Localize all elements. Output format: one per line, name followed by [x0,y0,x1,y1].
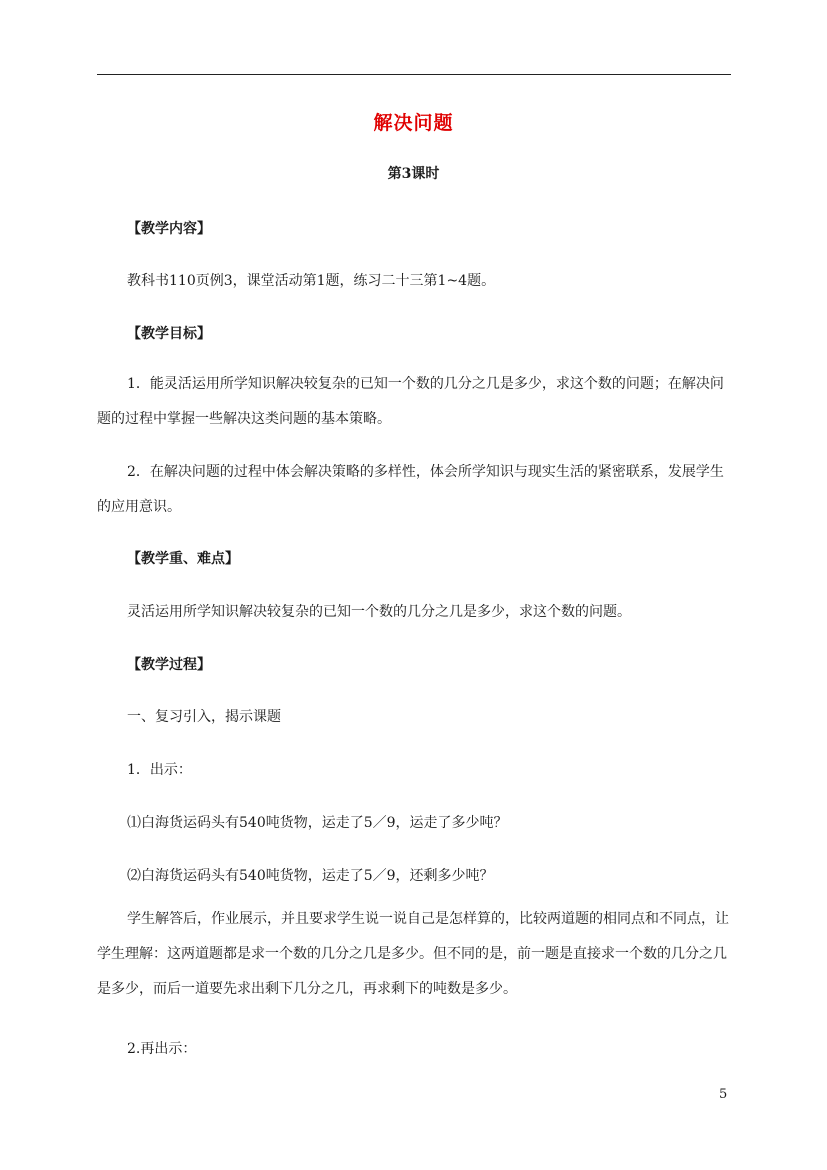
show-1: 1．出示： [127,762,192,778]
goal-1-paragraph: 1．能灵活运用所学知识解决较复杂的已知一个数的几分之几是多少，求这个数的问题；在解决问题的过程中掌握一些解决这类问题的基本策略。 [97,376,724,427]
heading-teaching-content: 【教学内容】 [127,221,211,237]
question-2: ⑵白海货运码头有540吨货物，运走了5／9，还剩多少吨？ [127,868,494,884]
heading-teaching-goals: 【教学目标】 [127,326,211,342]
heading-key-points: 【教学重、难点】 [127,551,239,567]
heading-teaching-process: 【教学过程】 [127,657,211,673]
header-rule [97,74,731,75]
document-title: 解决问题 [373,112,454,134]
goal-2-paragraph: 2．在解决问题的过程中体会解决策略的多样性，体会所学知识与现实生活的紧密联系，发展学生的应用意识。 [97,464,724,515]
question-1: ⑴白海货运码头有540吨货物，运走了5／9，运走了多少吨？ [127,815,508,831]
page-number: 5 [719,1087,728,1102]
discussion-paragraph: 学生解答后，作业展示，并且要求学生说一说自己是怎样算的，比较两道题的相同点和不同点，让学生理解：这两道题都是求一个数的几分之几是多少。但不同的是，前一题是直接求一个数的几分之几是多少，而后一道要先求出剩下几分之几，再求剩下的吨数是多少。 [97,911,729,997]
lesson-number: 第3课时 [387,166,440,182]
show-2: 2.再出示： [127,1041,197,1057]
teaching-content-text: 教科书110页例3，课堂活动第1题，练习二十三第1~4题。 [127,273,496,289]
process-step-1: 一、复习引入，揭示课题 [127,709,281,725]
key-points-text: 灵活运用所学知识解决较复杂的已知一个数的几分之几是多少，求这个数的问题。 [127,604,631,620]
